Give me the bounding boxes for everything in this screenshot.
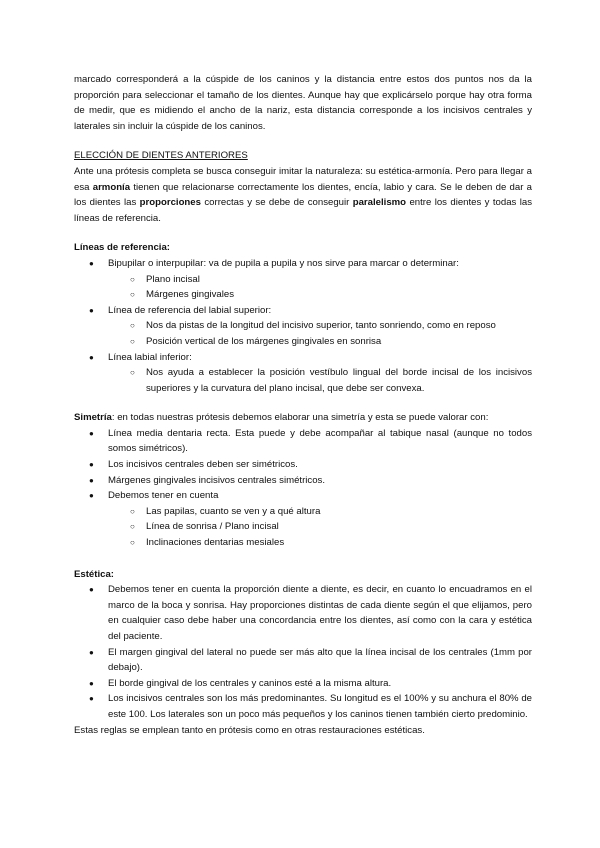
list-item: ○ Plano incisal (74, 272, 532, 288)
list-item: ● El borde gingival de los centrales y caninos esté a la misma altura. (74, 676, 532, 692)
list-item: ● El margen gingival del lateral no puede ser más alto que la línea incisal de los centrales (1mm por debajo). (74, 645, 532, 676)
list-item: ○ Posición vertical de los márgenes gingivales en sonrisa (74, 334, 532, 350)
estetica-list (74, 582, 532, 722)
lineas-list (74, 256, 532, 396)
list-item: ○ Nos da pistas de la longitud del incisivo superior, tanto sonriendo, como en reposo (74, 318, 532, 334)
list-item: ○ Las papilas, cuanto se ven y a qué altura (74, 504, 532, 520)
estetica-closing: Estas reglas se emplean tanto en prótesis como en otras restauraciones estéticas. (74, 724, 425, 736)
bold-paralelismo: paralelismo (352, 197, 407, 209)
list-item: ○ Márgenes gingivales (74, 287, 532, 303)
simetria-paragraph: Simetría: en todas nuestras prótesis debemos elaborar una simetría y esta se puede valorar con: (74, 412, 489, 424)
list-item: ● Línea de referencia del labial superior: ○ Nos da pistas de la longitud del incisivo superior, tanto sonriendo, como en reposo ○ Posición vertical de los márgenes gingivales en sonrisa (74, 303, 532, 350)
list-item: ● Debemos tener en cuenta ○ Las papilas, cuanto se ven y a qué altura ○ Línea de sonrisa / Plano incisal ○ Inclinaciones dentarias mesiales (74, 488, 532, 550)
eleccion-paragraph: Ante una prótesis completa se busca conseguir imitar la naturaleza: su estética-armonía. Pero para llegar a esa armonía tienen que relacionarse correctamente los dientes, encía, labio y cara. Se le deben de dar a los dientes las proporciones correctas y se debe de conseguir paralelismo entre los dientes y todas las líneas de referencia. (74, 165, 533, 224)
list-item: ○ Nos ayuda a establecer la posición vestíbulo lingual del borde incisal de los incisivos superiores y la curvatura del plano incisal, que debe ser convexa. (74, 365, 532, 396)
simetria-list (74, 426, 532, 551)
list-item: ● Línea labial inferior: ○ Nos ayuda a establecer la posición vestíbulo lingual del borde incisal de los incisivos superiores y la curvatura del plano incisal, que debe ser convexa. (74, 350, 532, 397)
intro-paragraph: marcado corresponderá a la cúspide de los caninos y la distancia entre estos dos puntos nos da la proporción para seleccionar el tamaño de los dientes. Aunque hay que explicárselo porque hay otra forma de medir, que es midiendo el ancho de la nariz, esta distancia corresponde a los incisivos centrales y laterales sin incluir la cúspide de los caninos. (74, 74, 532, 132)
list-item: ● Debemos tener en cuenta la proporción diente a diente, es decir, en cuanto lo encuadramos en el marco de la boca y sonrisa. Hay proporciones distintas de cada diente según el que elijamos, pero en cualquier caso debe haber una concordancia entre los dientes, así como con la cara y estética del paciente. (74, 582, 532, 644)
section-heading-eleccion: ELECCIÓN DE DIENTES ANTERIORES (74, 150, 248, 162)
section-heading-simetria: Simetría (74, 412, 112, 424)
list-item: ○ Inclinaciones dentarias mesiales (74, 535, 532, 551)
bold-proporciones: proporciones (139, 197, 201, 209)
list-item: ● Los incisivos centrales son los más predominantes. Su longitud es el 100% y su anchura el 80% de este 100. Los laterales son un poco más pequeños y los caninos tienen también cierto predominio. (74, 691, 532, 722)
bold-armonia: armonía (92, 181, 131, 193)
section-heading-estetica: Estética: (74, 568, 114, 580)
list-item: ● Bipupilar o interpupilar: va de pupila a pupila y nos sirve para marcar o determinar: ○ Plano incisal ○ Márgenes gingivales (74, 256, 532, 303)
list-item: ● Los incisivos centrales deben ser simétricos. (74, 457, 532, 473)
section-heading-lineas: Líneas de referencia: (74, 242, 170, 254)
list-item: ○ Línea de sonrisa / Plano incisal (74, 519, 532, 535)
list-item: ● Márgenes gingivales incisivos centrales simétricos. (74, 473, 532, 489)
list-item: ● Línea media dentaria recta. Esta puede y debe acompañar al tabique nasal (aunque no todos somos simétricos). (74, 426, 532, 457)
